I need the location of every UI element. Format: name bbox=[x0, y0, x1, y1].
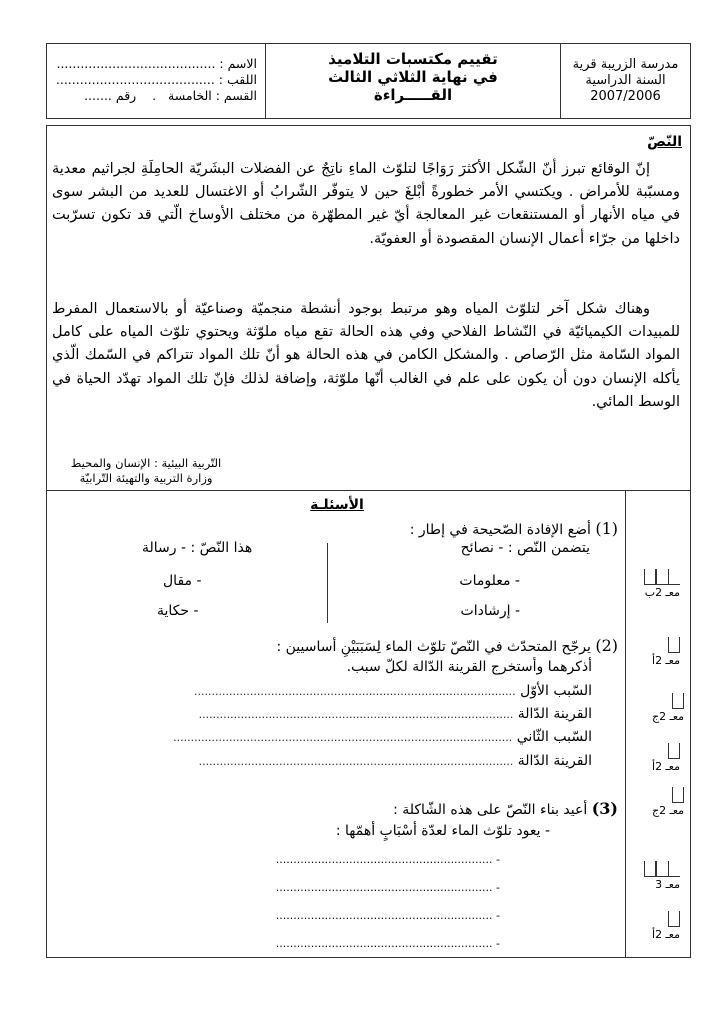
exam-title-line2: في نهاية الثلاثي الثالث bbox=[328, 68, 498, 86]
q1-number: (1) bbox=[595, 519, 618, 538]
q3-subprompt: - يعود تلوّث الماء لعدّة أسْبَابٍ أهمّها : bbox=[335, 823, 550, 839]
questions-title: الأسئلـة bbox=[310, 497, 364, 513]
number-label: رقم bbox=[115, 88, 137, 103]
score-box-q3a[interactable] bbox=[644, 861, 680, 891]
school-info bbox=[560, 44, 690, 118]
q2-line-1 bbox=[194, 683, 592, 699]
q2-line-4 bbox=[199, 753, 592, 769]
q2-line-2-label: القرينة الدّالة bbox=[517, 706, 592, 722]
q2-subprompt: أذكرهما وأستخرج القرينة الدّالة لكلّ سبب. bbox=[346, 659, 592, 675]
score-box-q2c[interactable] bbox=[652, 743, 680, 773]
q3-answer-line-4[interactable]: - .............................................................. bbox=[275, 937, 500, 950]
school-year-label: السنة الدراسية bbox=[585, 73, 666, 88]
q2-line-4-answer[interactable]: .......................................................................................... bbox=[198, 755, 514, 768]
q1-option-right-head[interactable]: يتضمن النّص : - نصائح bbox=[460, 540, 590, 556]
score-box-q2a[interactable] bbox=[652, 637, 680, 667]
q2-line-3-answer[interactable]: ................................................................................................. bbox=[173, 731, 513, 744]
score-label: معـ 2أ bbox=[652, 928, 680, 941]
q2-line-2-answer[interactable]: .......................................................................................... bbox=[198, 708, 514, 721]
q1-option-guidance[interactable]: - إرشادات bbox=[460, 603, 520, 619]
name-row bbox=[53, 56, 257, 72]
name-label: الاسم : bbox=[219, 56, 257, 71]
q1-option-story[interactable]: - حكاية bbox=[157, 603, 199, 619]
source-line-2: وزارة التربية والتهيئة التّرابيّة bbox=[79, 471, 213, 485]
text-source bbox=[51, 456, 241, 486]
class-separator: . bbox=[152, 88, 157, 103]
surname-label: اللقب : bbox=[218, 72, 257, 87]
q1-option-article[interactable]: - مقال bbox=[163, 573, 202, 589]
school-year: 2007/2006 bbox=[590, 89, 661, 104]
q2-line-1-label: السّبب الأوّل bbox=[520, 683, 592, 699]
q1-option-left-head[interactable]: هذا النّصّ : - رسالة bbox=[142, 540, 253, 556]
q1-option-info[interactable]: - معلومات bbox=[459, 573, 520, 589]
q3-answer-line-1[interactable]: - .............................................................. bbox=[275, 853, 500, 866]
q2-line-3 bbox=[173, 729, 592, 745]
q2-line-1-answer[interactable]: ............................................................................................ bbox=[193, 685, 516, 698]
q2-number: (2) bbox=[595, 636, 618, 655]
reading-text-box bbox=[46, 125, 691, 491]
class-row bbox=[53, 88, 257, 104]
score-box-q2b[interactable] bbox=[652, 693, 684, 723]
q3-prompt: (3) أعيد بناء النّصّ على هذه الشّاكلة : bbox=[393, 799, 618, 818]
q3-answer-line-2[interactable]: - .............................................................. bbox=[275, 881, 500, 894]
q1-prompt: (1) أضع الإفادة الصّحيحة في إطار : bbox=[409, 519, 618, 538]
name-field[interactable]: ........................................ bbox=[56, 56, 216, 71]
score-label: معـ 2أ bbox=[652, 760, 680, 773]
questions-box bbox=[46, 490, 691, 958]
exam-subject: القـــــراءة bbox=[373, 86, 453, 104]
q2-line-2 bbox=[199, 706, 592, 722]
score-label: معـ 2ج bbox=[652, 804, 685, 817]
exam-title-line1: تقييم مكتسبات التلاميذ bbox=[328, 50, 498, 68]
exam-title bbox=[265, 44, 560, 118]
q2-line-3-label: السّبب الثّاني bbox=[516, 729, 592, 745]
score-label: معـ 2ج bbox=[652, 710, 685, 723]
q2-prompt: (2) يرجّح المتحدّث في النّصّ تلوّث الماء لِسَبَبَيْنِ أساسيين : bbox=[276, 636, 618, 655]
score-column bbox=[625, 491, 690, 957]
school-name: مدرسة الزريبة قرية bbox=[572, 57, 679, 72]
student-info bbox=[47, 44, 267, 118]
score-box-q2d[interactable] bbox=[652, 787, 684, 817]
header-box bbox=[46, 43, 691, 119]
score-box-q1[interactable] bbox=[644, 569, 680, 599]
text-paragraph-1: إنّ الوقائع تبرز أنّ الشّكل الأكثرَ رَوَاجًا لتلوّث الماءِ ناتِجٌ عن الفضلات البشَريّة الحامِلَةِ لجراثيم معدية ومسبّبة للأمراض . ويكتسي الأمر خطورةً أبْلغَ حين لا يتوفّر الشّرابُ أو الاغتسال للعديد من البشر سوى في مياه الأنهار أو المستنقعات غير المعالجة أيّ غير المطهّرة من مختلف الأوساخ الّتي قد تكون تسرّبت داخلها من جرّاء أعمال الإنسان المقصودة أو العفويّة. bbox=[52, 161, 680, 247]
surname-row bbox=[53, 72, 257, 88]
score-label: معـ 2ب bbox=[644, 586, 680, 599]
number-field[interactable]: ....... bbox=[84, 88, 112, 103]
source-line-1: التّربية البيئية : الإنسان والمحيط bbox=[70, 456, 222, 470]
surname-field[interactable]: ........................................ bbox=[55, 72, 215, 87]
q2-line-4-label: القرينة الدّالة bbox=[517, 753, 592, 769]
q3-answer-line-3[interactable]: - .............................................................. bbox=[275, 909, 500, 922]
score-box-q3b[interactable] bbox=[652, 911, 680, 941]
score-label: معـ 2أ bbox=[652, 654, 680, 667]
q1-column-divider bbox=[327, 543, 328, 623]
text-title: النّصّ bbox=[647, 134, 682, 150]
score-label: معـ 3 bbox=[655, 878, 680, 891]
q3-number: (3) bbox=[591, 799, 618, 818]
text-paragraph-2: وهناك شكل آخر لتلوّث المياه وهو مرتبط بوجود أنشطة منجميّة وصناعيّة أو بالاستعمال المفرط للمبيدات الكيميائيّة في النّشاط الفلاحي وفي هذه الحالة تقع مياه ملوّثة ويحتوي تلوّث المياه على كامل المواد السّامة مثل الرّصاص . والمشكل الكامن في هذه الحالة هو أنّ تلك المواد تتراكم في السّمك الّذي يأكله الإنسان دون أن يكون على علم في الغالب أنّها ملوّثة، وإضافة لذلك فإنّ تلك المواد تهدّد الحياة في الوسط المائي. bbox=[52, 301, 680, 410]
class-label: القسم : الخامسة bbox=[168, 88, 257, 103]
